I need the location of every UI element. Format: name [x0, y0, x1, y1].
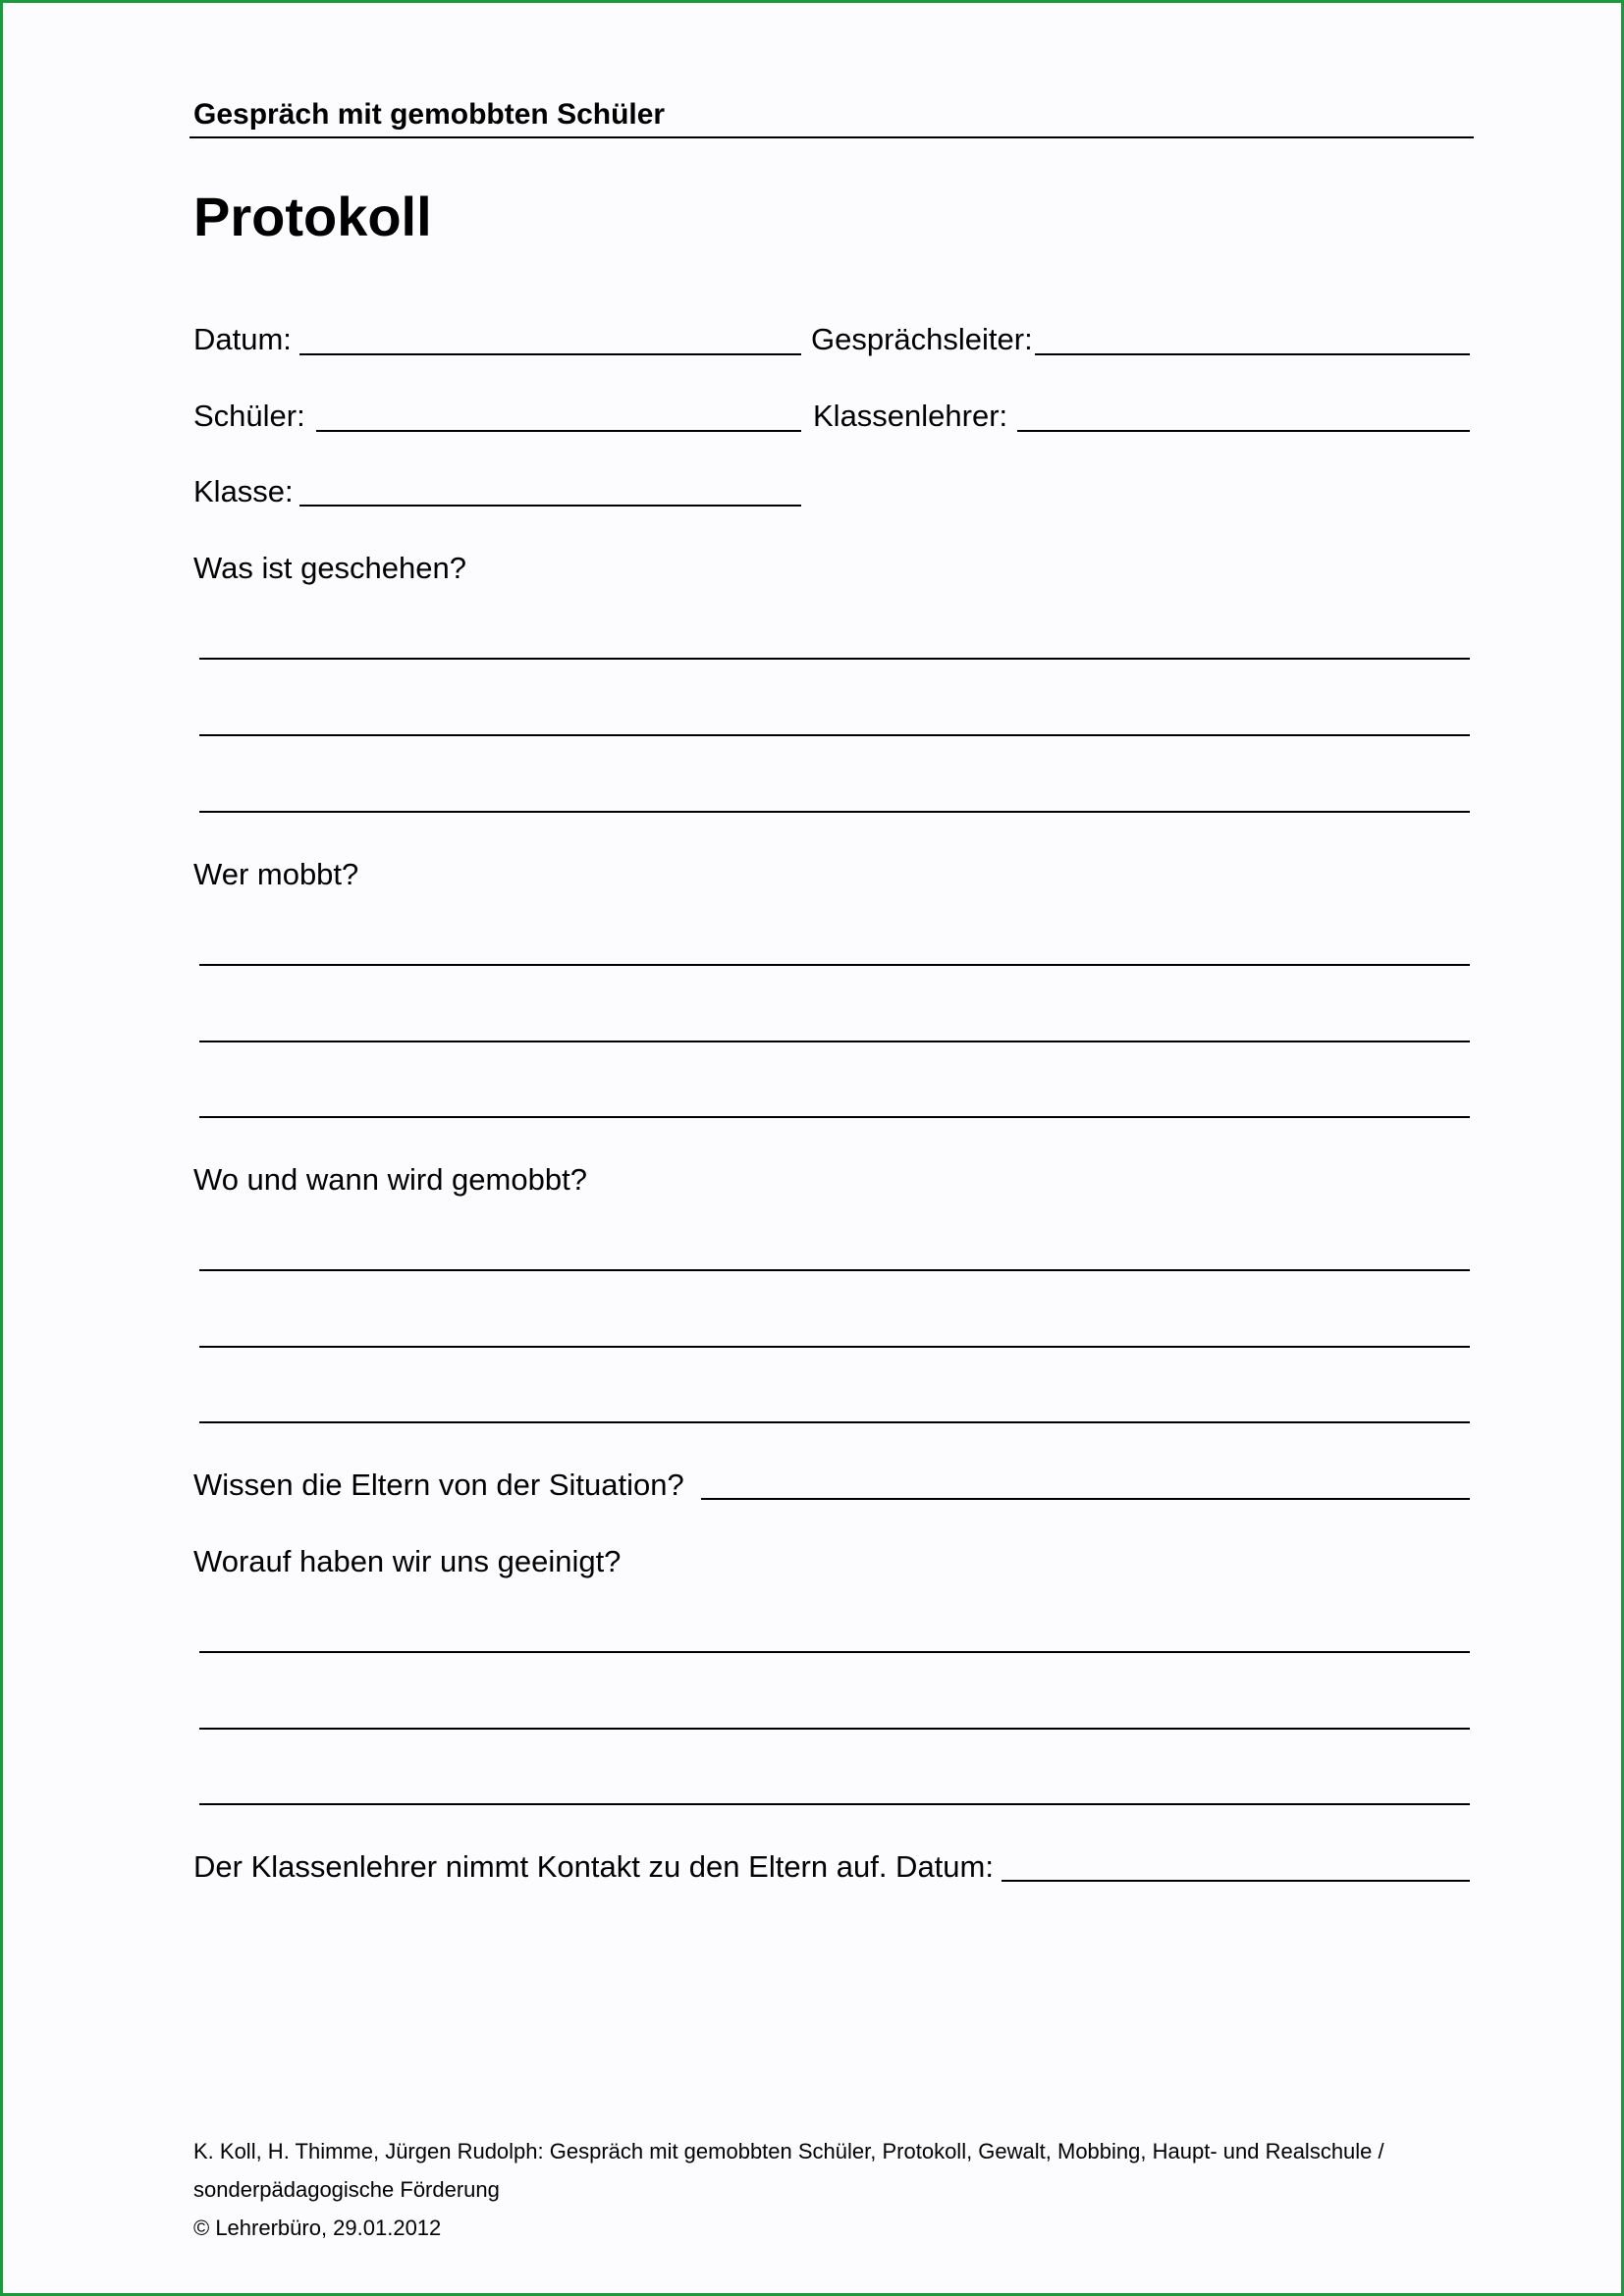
header-rule — [189, 136, 1474, 138]
footer-citation: K. Koll, H. Thimme, Jürgen Rudolph: Gespräch mit gemobbten Schüler, Protokoll, Gewalt, Mobbing, Haupt- und Realschule / — [193, 2139, 1384, 2163]
question-was-geschehen: Was ist geschehen? — [193, 551, 467, 585]
answer-line[interactable] — [199, 1116, 1470, 1118]
schueler-label: Schüler: — [193, 399, 305, 433]
kontakt-datum-field[interactable] — [1001, 1880, 1470, 1882]
answer-line[interactable] — [199, 1803, 1470, 1805]
answer-line[interactable] — [199, 1346, 1470, 1348]
question-wo-wann: Wo und wann wird gemobbt? — [193, 1162, 587, 1197]
gespraechsleiter-field[interactable] — [1035, 353, 1470, 355]
answer-line[interactable] — [199, 811, 1470, 813]
klasse-field[interactable] — [299, 505, 801, 507]
footer-citation-continued: sonderpädagogische Förderung — [193, 2177, 500, 2202]
answer-line[interactable] — [199, 658, 1470, 660]
klasse-label: Klasse: — [193, 474, 294, 508]
answer-line[interactable] — [199, 1421, 1470, 1423]
klassenlehrer-field[interactable] — [1017, 430, 1470, 432]
document-title: Protokoll — [193, 186, 432, 247]
answer-line[interactable] — [199, 1269, 1470, 1271]
answer-line[interactable] — [199, 1728, 1470, 1730]
question-kontakt: Der Klassenlehrer nimmt Kontakt zu den Eltern auf. Datum: — [193, 1849, 994, 1884]
klassenlehrer-label: Klassenlehrer: — [813, 399, 1008, 433]
schueler-field[interactable] — [316, 430, 801, 432]
footer-copyright: © Lehrerbüro, 29.01.2012 — [193, 2216, 442, 2240]
answer-line[interactable] — [199, 1651, 1470, 1653]
answer-line[interactable] — [199, 964, 1470, 966]
question-geeinigt: Worauf haben wir uns geeinigt? — [193, 1544, 622, 1578]
datum-label: Datum: — [193, 322, 292, 356]
answer-line[interactable] — [199, 1041, 1470, 1042]
question-wer-mobbt: Wer mobbt? — [193, 857, 359, 891]
question-eltern-wissen: Wissen die Eltern von der Situation? — [193, 1468, 684, 1502]
header-title: Gespräch mit gemobbten Schüler — [193, 98, 666, 131]
eltern-wissen-field[interactable] — [701, 1498, 1470, 1500]
answer-line[interactable] — [199, 734, 1470, 736]
datum-field[interactable] — [299, 353, 801, 355]
gespraechsleiter-label: Gesprächsleiter: — [811, 322, 1033, 356]
